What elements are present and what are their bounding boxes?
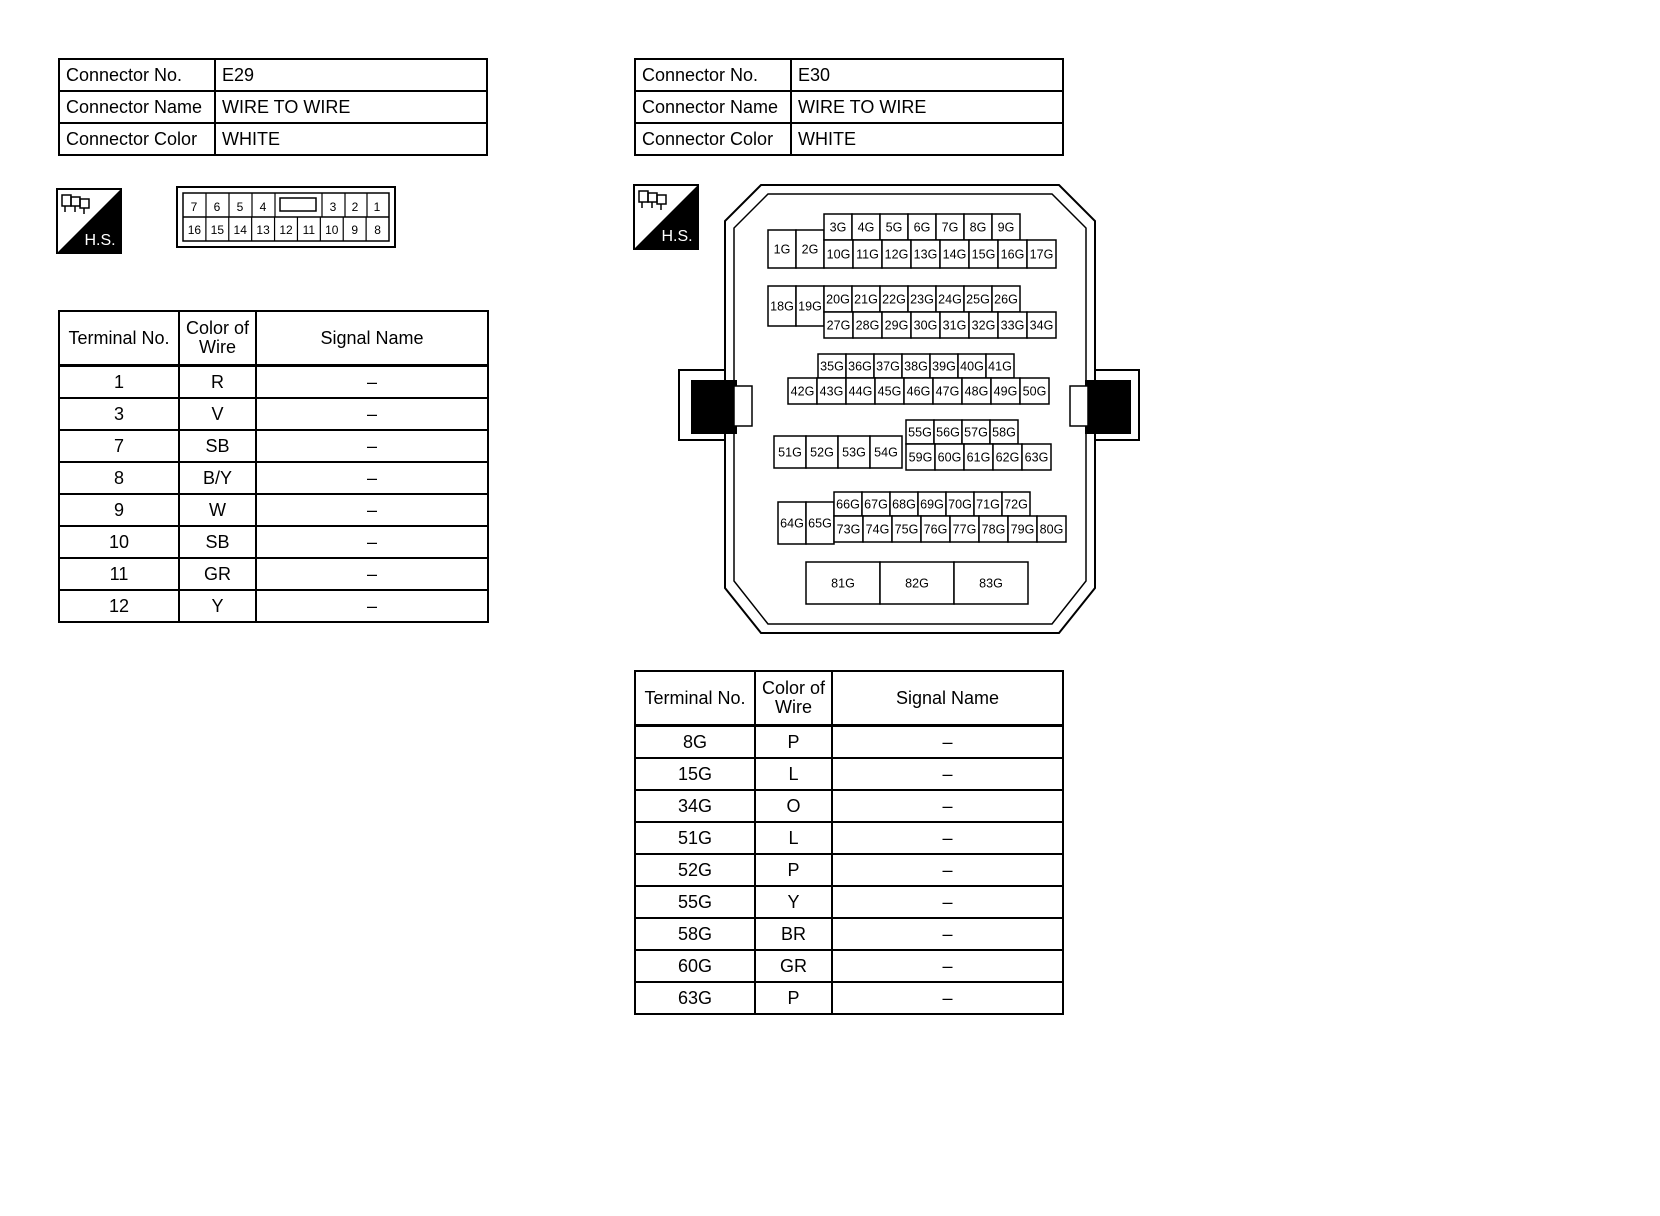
pin-label: 36G <box>848 359 872 374</box>
wire-color-cell: B/Y <box>179 462 256 494</box>
info-row <box>635 59 1063 91</box>
pin-label: 6G <box>913 220 931 235</box>
table-row <box>635 886 1063 918</box>
pin-label: 42G <box>790 384 815 399</box>
wire-color-cell: P <box>755 982 832 1014</box>
pin-label: 6 <box>213 200 221 214</box>
table-row <box>635 918 1063 950</box>
terminal-number-cell: 9 <box>59 494 179 526</box>
table-row <box>635 726 1063 759</box>
pin-label: 14 <box>233 223 247 237</box>
pin-label: 2G <box>801 242 819 257</box>
signal-name-cell: – <box>832 790 1063 822</box>
terminal-number-cell: 51G <box>635 822 755 854</box>
table-row <box>59 494 488 526</box>
connector-number: E30 <box>791 59 1063 91</box>
terminal-number-cell: 12 <box>59 590 179 622</box>
table-row <box>59 558 488 590</box>
pin-label: 74G <box>865 522 890 537</box>
signal-name-cell: – <box>256 398 488 430</box>
terminal-number-cell: 15G <box>635 758 755 790</box>
pin-label: 2 <box>351 200 359 214</box>
pin-label: 27G <box>826 318 851 333</box>
pin-label: 3G <box>829 220 847 235</box>
table-row <box>59 462 488 494</box>
info-label: Connector Name <box>59 91 215 123</box>
pin-label: 67G <box>864 497 888 512</box>
pin-label: 16 <box>187 223 202 237</box>
pin-label: 41G <box>988 359 1012 374</box>
pin-label: 69G <box>920 497 944 512</box>
pin-label: 70G <box>948 497 972 512</box>
signal-name-cell: – <box>832 854 1063 886</box>
terminal-number-cell: 7 <box>59 430 179 462</box>
header-terminal-no: Terminal No. <box>59 311 179 366</box>
pin-label: 20G <box>826 292 850 307</box>
pin-label: 58G <box>992 425 1016 440</box>
terminal-number-cell: 34G <box>635 790 755 822</box>
info-row <box>635 123 1063 155</box>
info-label: Connector Color <box>635 123 791 155</box>
pin-label: 37G <box>876 359 900 374</box>
pin-label: 30G <box>913 318 938 333</box>
wire-color-cell: V <box>179 398 256 430</box>
pin-label: 78G <box>981 522 1006 537</box>
wire-color-cell: L <box>755 822 832 854</box>
wire-color-cell: Y <box>179 590 256 622</box>
header-terminal-no: Terminal No. <box>635 671 755 726</box>
pin-label: 83G <box>979 576 1003 591</box>
pin-label: 65G <box>808 516 832 531</box>
signal-name-cell: – <box>832 726 1063 759</box>
pin-label: 40G <box>960 359 984 374</box>
pin-label: 8 <box>374 223 381 237</box>
terminal-number-cell: 52G <box>635 854 755 886</box>
info-label: Connector No. <box>635 59 791 91</box>
pin-label: 11G <box>856 247 879 262</box>
pin-label: 25G <box>966 292 990 307</box>
pin-label: 56G <box>936 425 960 440</box>
pin-label: 23G <box>910 292 934 307</box>
signal-name-cell: – <box>832 822 1063 854</box>
pin-label: 50G <box>1022 384 1047 399</box>
terminal-number-cell: 10 <box>59 526 179 558</box>
terminal-number-cell: 55G <box>635 886 755 918</box>
header-wire-color: Color of Wire <box>755 671 832 726</box>
wire-color-cell: P <box>755 726 832 759</box>
pin-label: 75G <box>894 522 919 537</box>
pin-label: 77G <box>952 522 977 537</box>
signal-name-cell: – <box>256 558 488 590</box>
e30-terminal-table <box>634 670 1064 1015</box>
table-header-row <box>59 311 488 366</box>
pin-label: 51G <box>778 445 802 460</box>
pin-label: 17G <box>1029 247 1054 262</box>
pin-label: 13 <box>256 223 270 237</box>
pin-label: 19G <box>798 299 822 314</box>
connector-color: WHITE <box>791 123 1063 155</box>
left-latch-block <box>691 380 737 434</box>
signal-name-cell: – <box>256 430 488 462</box>
table-header-row <box>635 671 1063 726</box>
pin-label: 48G <box>964 384 989 399</box>
pin-label: 12G <box>884 247 909 262</box>
signal-name-cell: – <box>832 886 1063 918</box>
table-row <box>59 430 488 462</box>
signal-name-cell: – <box>832 918 1063 950</box>
pin-label: 79G <box>1010 522 1035 537</box>
e29-connector-face <box>176 186 396 248</box>
signal-name-cell: – <box>256 590 488 622</box>
pin-label: 22G <box>882 292 906 307</box>
info-label: Connector No. <box>59 59 215 91</box>
pin-label: 45G <box>877 384 902 399</box>
connector-name: WIRE TO WIRE <box>215 91 487 123</box>
pin-label: 43G <box>819 384 844 399</box>
pin-label: 15G <box>971 247 996 262</box>
wire-color-cell: SB <box>179 526 256 558</box>
pin-label: 38G <box>904 359 928 374</box>
pin-label: 11 <box>302 223 316 237</box>
pin-label: 62G <box>995 450 1020 465</box>
terminal-number-cell: 8 <box>59 462 179 494</box>
pin-label: 9G <box>997 220 1015 235</box>
pin-label: 64G <box>780 516 804 531</box>
pin-label: 12 <box>279 223 293 237</box>
signal-name-cell: – <box>832 982 1063 1014</box>
wire-color-cell: L <box>755 758 832 790</box>
table-row <box>635 790 1063 822</box>
pin-label: 3 <box>329 200 337 214</box>
terminal-number-cell: 11 <box>59 558 179 590</box>
pin-label: 1G <box>773 242 791 257</box>
pin-label: 33G <box>1000 318 1025 333</box>
pin-label: 7 <box>190 200 198 214</box>
wire-color-cell: Y <box>755 886 832 918</box>
wire-color-cell: O <box>755 790 832 822</box>
pin-label: 16G <box>1000 247 1025 262</box>
connector-color: WHITE <box>215 123 487 155</box>
pin-label: 28G <box>855 318 880 333</box>
signal-name-cell: – <box>256 366 488 399</box>
table-row <box>635 982 1063 1014</box>
header-signal-name: Signal Name <box>832 671 1063 726</box>
info-label: Connector Name <box>635 91 791 123</box>
signal-name-cell: – <box>256 494 488 526</box>
pin-label: 63G <box>1024 450 1049 465</box>
pin-label: 54G <box>874 445 898 460</box>
right-latch-block <box>1085 380 1131 434</box>
pin-label: 34G <box>1029 318 1054 333</box>
pin-label: 7G <box>941 220 959 235</box>
info-row <box>635 91 1063 123</box>
table-row <box>635 822 1063 854</box>
pin-label: 82G <box>905 576 929 591</box>
pin-label: 73G <box>836 522 861 537</box>
info-row <box>59 91 487 123</box>
pin-label: 44G <box>848 384 873 399</box>
wire-color-cell: R <box>179 366 256 399</box>
signal-name-cell: – <box>832 758 1063 790</box>
pin-label: 35G <box>820 359 844 374</box>
pin-label: 21G <box>854 292 878 307</box>
pin-label: 80G <box>1039 522 1064 537</box>
hs-label: H.S. <box>84 232 116 249</box>
pin-label: 18G <box>770 299 794 314</box>
wire-color-cell: GR <box>755 950 832 982</box>
signal-name-cell: – <box>256 526 488 558</box>
header-signal-name: Signal Name <box>256 311 488 366</box>
connector-name: WIRE TO WIRE <box>791 91 1063 123</box>
pin-label: 60G <box>937 450 962 465</box>
pin-label: 10 <box>325 223 339 237</box>
table-row <box>59 398 488 430</box>
wire-color-cell: W <box>179 494 256 526</box>
harness-side-icon <box>56 188 122 254</box>
info-row <box>59 59 487 91</box>
e29-connector-info <box>58 58 488 156</box>
table-row <box>635 854 1063 886</box>
pin-label: 66G <box>836 497 860 512</box>
pin-label: 68G <box>892 497 916 512</box>
pin-label: 10G <box>826 247 851 262</box>
info-row <box>59 123 487 155</box>
pin-label: 24G <box>938 292 962 307</box>
pin-label: 49G <box>993 384 1018 399</box>
wire-color-cell: GR <box>179 558 256 590</box>
pin-label: 15 <box>210 223 225 237</box>
pin-label: 31G <box>942 318 967 333</box>
info-label: Connector Color <box>59 123 215 155</box>
table-row <box>59 590 488 622</box>
pin-label: 14G <box>942 247 967 262</box>
hs-label: H.S. <box>661 228 693 245</box>
e30-connector-face <box>670 178 1150 648</box>
table-row <box>635 950 1063 982</box>
e30-connector-info <box>634 58 1064 156</box>
pin-label: 9 <box>351 223 359 237</box>
table-row <box>635 758 1063 790</box>
wire-color-cell: BR <box>755 918 832 950</box>
pin-label: 5 <box>236 200 244 214</box>
pin-label: 46G <box>906 384 931 399</box>
terminal-number-cell: 58G <box>635 918 755 950</box>
pin-label: 59G <box>908 450 933 465</box>
pin-label: 39G <box>932 359 956 374</box>
pin-label: 57G <box>964 425 988 440</box>
wire-color-cell: P <box>755 854 832 886</box>
pin-label: 72G <box>1004 497 1028 512</box>
e29-terminal-table <box>58 310 489 623</box>
pin-label: 4G <box>857 220 875 235</box>
terminal-number-cell: 1 <box>59 366 179 399</box>
header-wire-color: Color of Wire <box>179 311 256 366</box>
wire-color-cell: SB <box>179 430 256 462</box>
pin-label: 29G <box>884 318 909 333</box>
pin-label: 32G <box>971 318 996 333</box>
terminal-number-cell: 60G <box>635 950 755 982</box>
pin-label: 1 <box>373 200 381 214</box>
pin-label: 13G <box>913 247 938 262</box>
connector-number: E29 <box>215 59 487 91</box>
terminal-number-cell: 63G <box>635 982 755 1014</box>
pin-label: 71G <box>976 497 1000 512</box>
pin-label: 47G <box>935 384 960 399</box>
pin-label: 61G <box>966 450 991 465</box>
terminal-number-cell: 3 <box>59 398 179 430</box>
pin-label: 8G <box>969 220 987 235</box>
pin-label: 52G <box>810 445 834 460</box>
pin-label: 5G <box>885 220 903 235</box>
pin-label: 4 <box>259 200 267 214</box>
table-row <box>59 526 488 558</box>
signal-name-cell: – <box>832 950 1063 982</box>
pin-label: 26G <box>994 292 1018 307</box>
terminal-number-cell: 8G <box>635 726 755 759</box>
table-row <box>59 366 488 399</box>
pin-label: 55G <box>908 425 932 440</box>
pin-label: 53G <box>842 445 866 460</box>
pin-label: 76G <box>923 522 948 537</box>
signal-name-cell: – <box>256 462 488 494</box>
pin-label: 81G <box>831 576 855 591</box>
